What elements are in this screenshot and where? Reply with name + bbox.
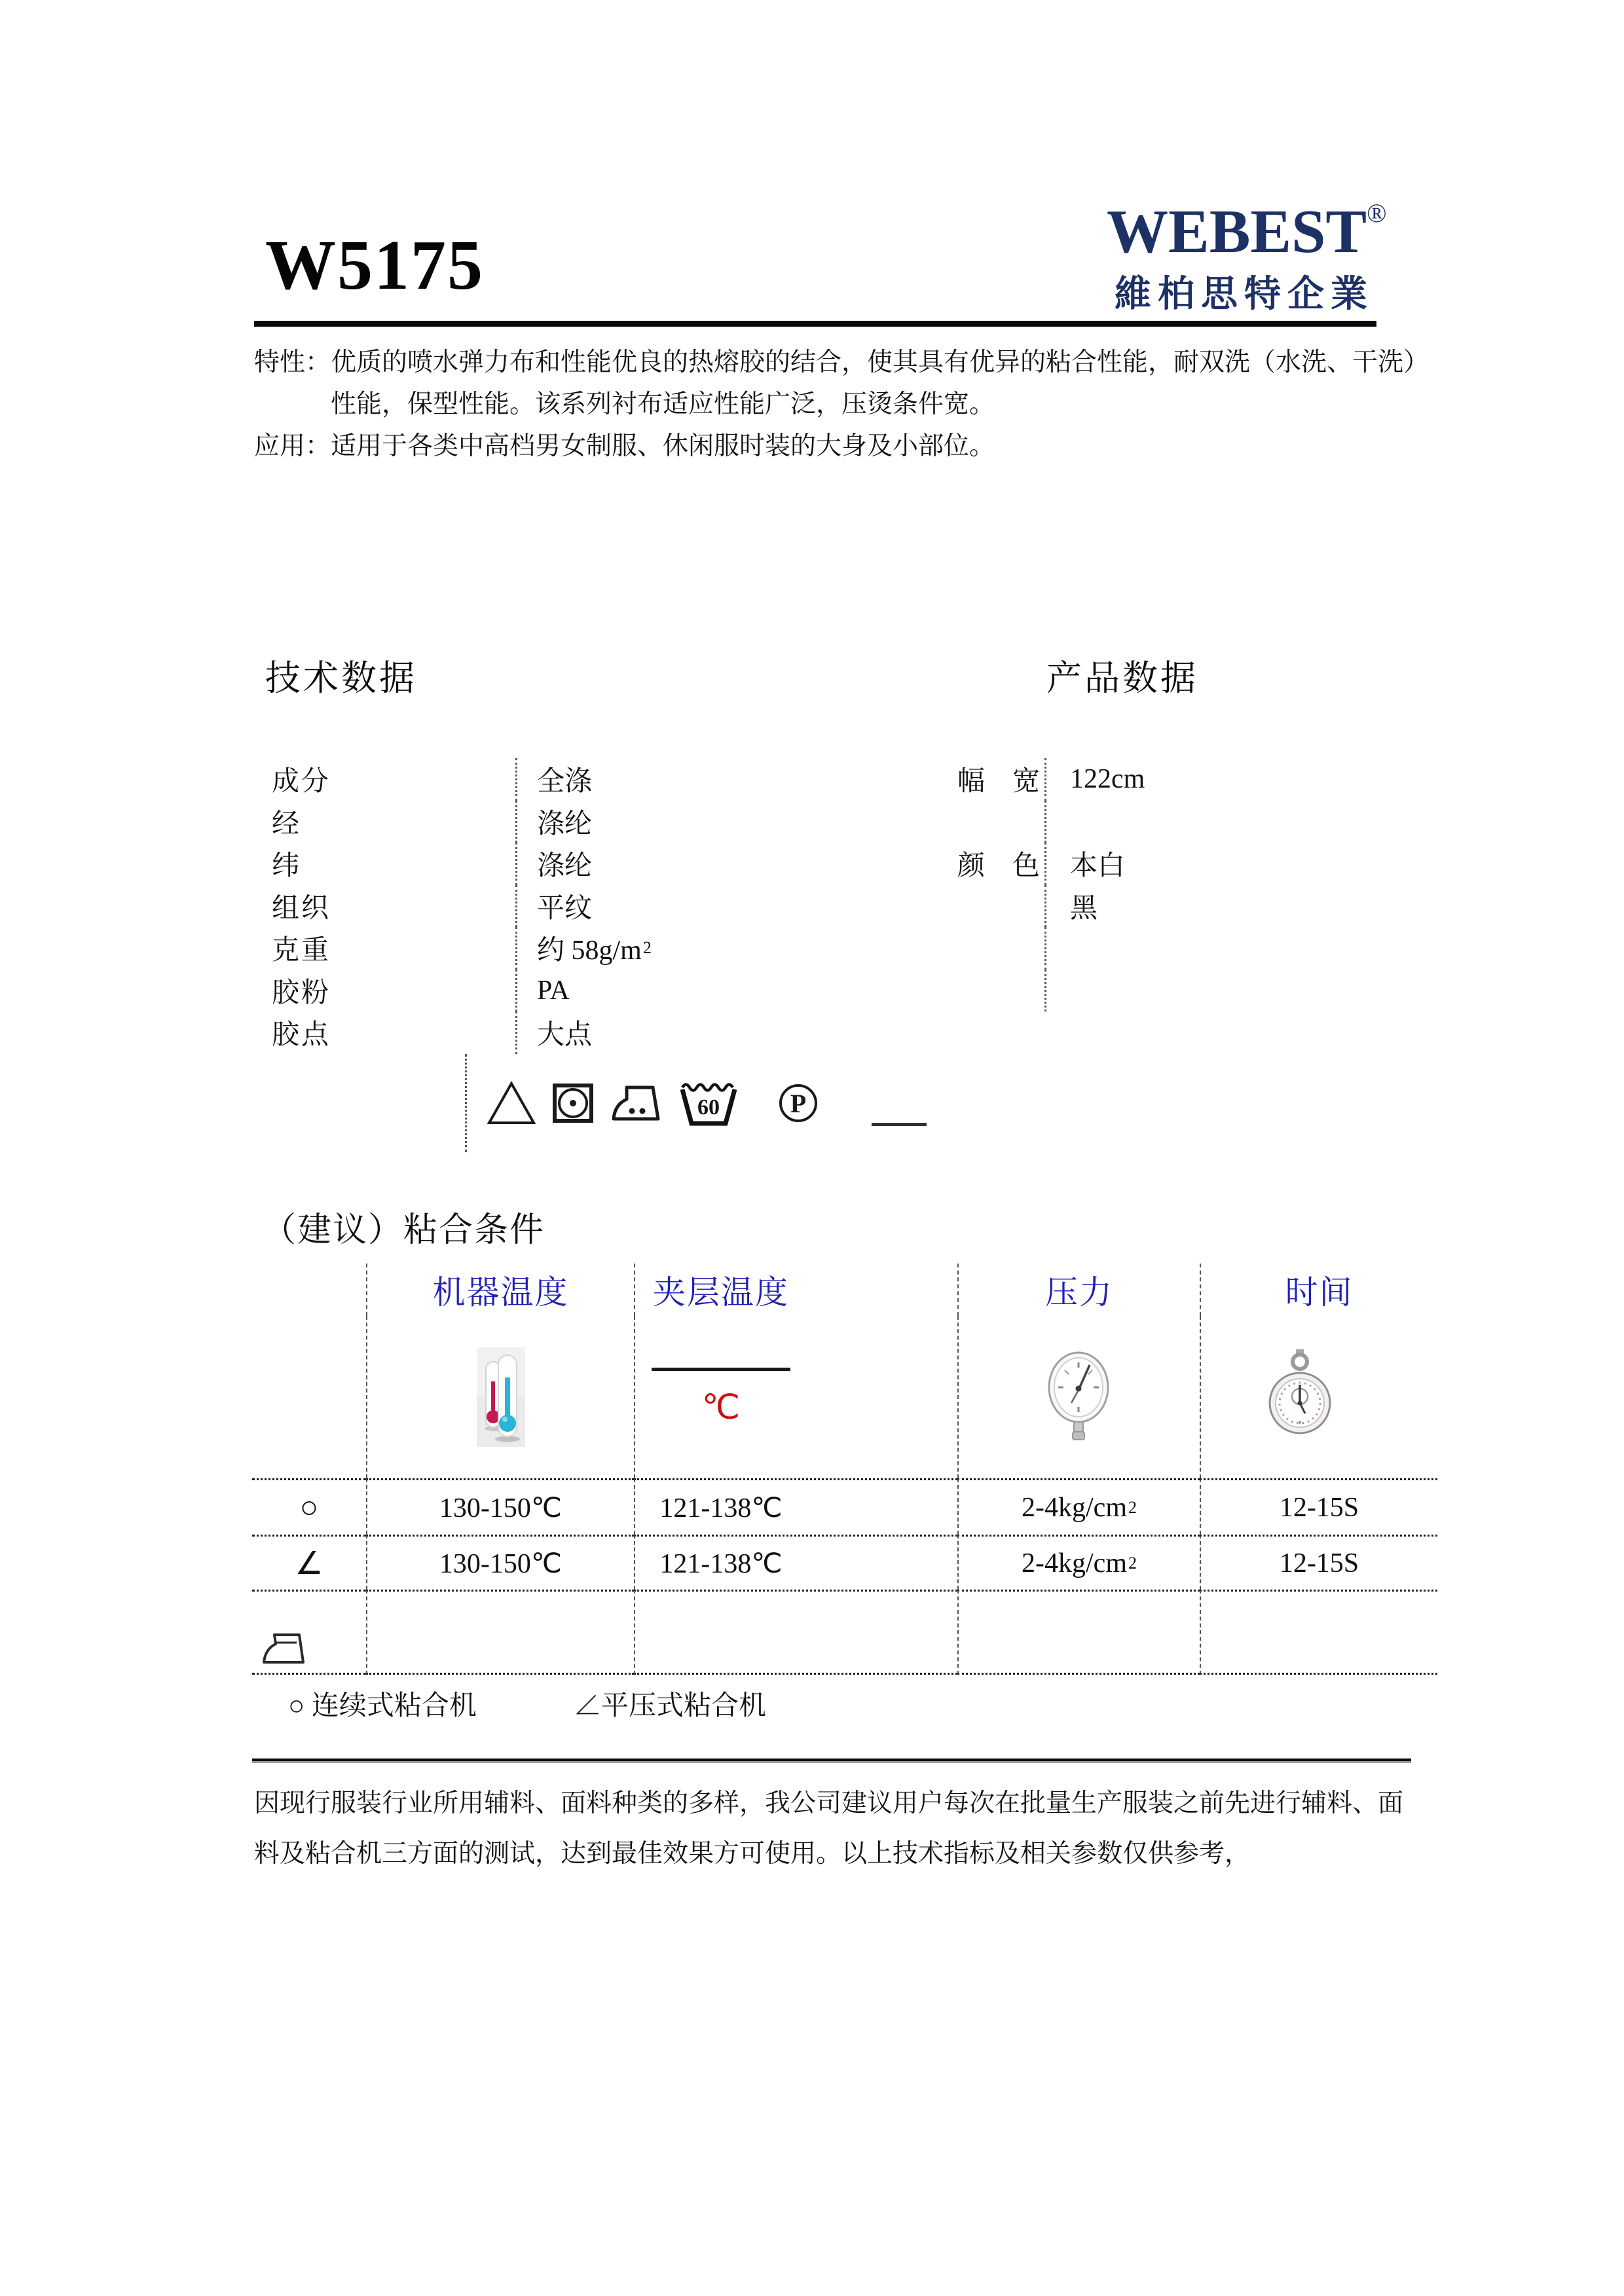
tumble-dry-icon [552,1082,594,1124]
time-value: 12-15S [1200,1478,1437,1535]
table-row [957,801,1376,843]
row-symbol-continuous: ○ [252,1478,366,1535]
bond-header-time: 时间 [1200,1264,1437,1316]
header-divider-rule [254,321,1376,327]
iron-two-dots-icon [610,1082,662,1124]
legend-continuous-machine: ○ 连续式粘合机 [288,1691,477,1721]
feature-line-1: 特性：优质的喷水弹力布和性能优良的热熔胶的结合，使其具有优异的粘合性能，耐双洗（水洗、干洗） [254,348,1430,376]
table-row: 纬 涤纶 [272,843,927,885]
machine-temp-value: 130-150℃ [366,1535,634,1590]
bond-header-machine-temp: 机器温度 [366,1264,634,1316]
table-row [957,927,1376,970]
disclaimer-line-2: 料及粘合机三方面的测试，达到最佳效果方可使用。以上技术指标及相关参数仅供参考， [254,1840,1251,1868]
care-symbols [487,1079,927,1127]
disclaimer-line-1: 因现行服装行业所用辅料、面料种类的多样，我公司建议用户每次在批量生产服装之前先进行辅料、面 [254,1789,1404,1817]
stopwatch-icon [1267,1348,1333,1446]
wash-60-icon [678,1079,739,1127]
bond-header-interlayer-temp: 夹层温度 [634,1264,957,1316]
bonding-conditions-title: （建议）粘合条件 [262,1212,545,1249]
thermometer-icon [477,1347,525,1447]
celsius-symbol: ℃ [701,1389,741,1427]
brand-logo [1107,198,1387,318]
table-row: 胶点 大点 [272,1011,927,1054]
brand-name-en: WEBEST [1107,198,1367,266]
pressure-gauge-icon [1043,1348,1116,1446]
intro-paragraphs [254,342,1429,467]
brand-name-cn: 維柏思特企業 [1115,274,1374,315]
pressure-value: 2-4kg/cm 2 [957,1478,1200,1535]
application-line: 应用：适用于各类中高档男女制服、休闲服时装的大身及小部位。 [254,432,995,460]
svg-text:60: 60 [697,1095,720,1120]
feature-line-2: 性能，保型性能。该系列衬布适应性能广泛，压烫条件宽。 [331,390,995,418]
time-value: 12-15S [1200,1535,1437,1590]
product-code-title: W5175 [265,227,484,304]
table-row: 黑 [957,885,1376,928]
pressure-value: 2-4kg/cm 2 [957,1535,1200,1590]
registered-trademark-icon: ® [1367,198,1387,228]
product-data-section-title: 产品数据 [1046,659,1198,698]
bleach-triangle-icon [487,1080,536,1127]
feature-label: 特性： [254,348,331,376]
legend-flat-press-machine: ∠平压式粘合机 [574,1691,767,1721]
table-row: 幅 宽 122cm [957,758,1376,801]
bonding-conditions-table [252,1264,1437,1675]
flat-iron-icon [259,1628,307,1669]
tech-data-table [272,758,927,1152]
table-row: 经 涤纶 [272,801,927,843]
row-symbol-flat-press: ∠ [252,1535,366,1590]
footer-divider-rule [252,1758,1411,1763]
table-row: 组织 平纹 [272,885,927,928]
tech-data-section-title: 技术数据 [265,659,417,698]
bond-header-pressure: 压力 [957,1264,1200,1316]
machine-temp-value: 130-150℃ [366,1478,634,1535]
care-symbols-row [272,1054,927,1152]
svg-text:P: P [790,1088,807,1118]
table-row: 成分 全涤 [272,758,927,801]
line-icon [872,1123,927,1126]
application-label: 应用： [254,432,331,460]
table-row: 颜 色 本白 [957,843,1376,885]
table-row: 克重 约 58g/m 2 [272,927,927,970]
disclaimer-paragraph [254,1778,1403,1879]
interlayer-temp-symbol [652,1368,790,1427]
brand-logo-wordmark [1107,198,1387,266]
table-row [957,970,1376,1012]
temperature-line [652,1368,790,1371]
interlayer-temp-value: 121-138℃ [634,1535,957,1590]
product-data-table [957,758,1376,1011]
table-row: 胶粉 PA [272,970,927,1012]
interlayer-temp-value: 121-138℃ [634,1478,957,1535]
dry-clean-p-icon [777,1082,819,1124]
bond-corner-cell [252,1264,366,1316]
